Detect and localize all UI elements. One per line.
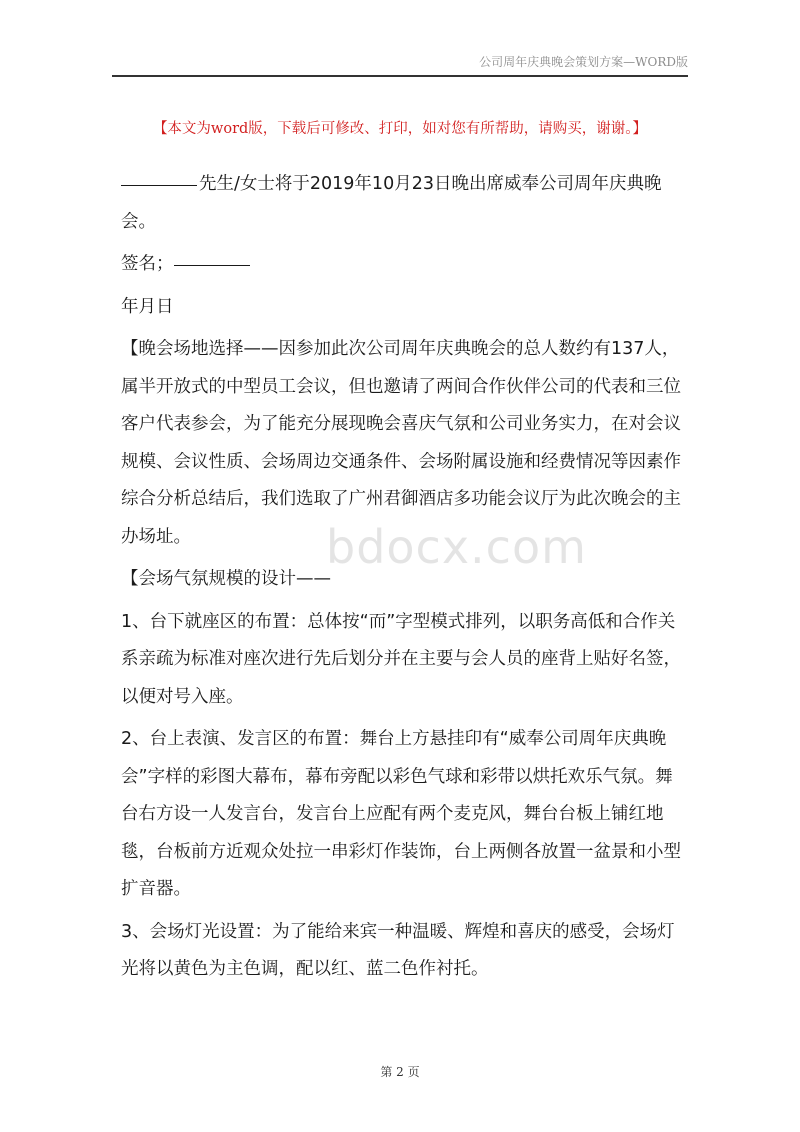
item-lighting: 3、会场灯光设置：为了能给来宾一种温暖、辉煌和喜庆的感受，会场灯光将以黄色为主色调，配以红、蓝二色作衬托。 <box>121 921 675 979</box>
invitation-line: 先生/女士将于2019年10月23日晚出席威奉公司周年庆典晚会。 <box>121 174 662 232</box>
item-stage: 2、台上表演、发言区的布置：舞台上方悬挂印有“威奉公司周年庆典晚会”字样的彩图大幕布，幕布旁配以彩色气球和彩带以烘托欢乐气氛。舞台右方设一人发言台，发言台上应配有两个麦克风，舞台台板上铺红地毯，台板前方近观众处拉一串彩灯作装饰，台上两侧各放置一盆景和小型扩音器。 <box>121 729 681 899</box>
page-number: 第 2 页 <box>380 1065 420 1079</box>
venue-paragraph: 【晚会场地选择——因参加此次公司周年庆典晚会的总人数约有137人，属半开放式的中型员工会议，但也邀请了两间合作伙伴公司的代表和三位客户代表参会，为了能充分展现晚会喜庆气氛和公司业务实力，在对会议规模、会议性质、会场周边交通条件、会场附属设施和经费情况等因素作综合分析总结后，我们选取了广州君御酒店多功能会议厅为此次晚会的主办场址。 <box>121 339 681 547</box>
signature-line: 签名； <box>121 246 684 284</box>
header-title: 公司周年庆典晚会策划方案—WORD版 <box>479 55 688 69</box>
name-blank <box>121 184 197 186</box>
header-rule <box>112 75 688 77</box>
date-line: 年月日 <box>121 296 174 317</box>
signature-blank <box>174 264 250 266</box>
item-seating: 1、台下就座区的布置：总体按“而”字型模式排列，以职务高低和合作关系亲疏为标准对座次进行先后划分并在主要与会人员的座背上贴好名签，以便对号入座。 <box>121 611 681 707</box>
watermark: bdocx.com <box>326 520 587 574</box>
download-notice: 【本文为word版，下载后可修改、打印，如对您有所帮助，请购买，谢谢。】 <box>152 121 648 137</box>
design-heading: 【会场气氛规模的设计—— <box>121 569 331 589</box>
document-body <box>121 166 684 994</box>
